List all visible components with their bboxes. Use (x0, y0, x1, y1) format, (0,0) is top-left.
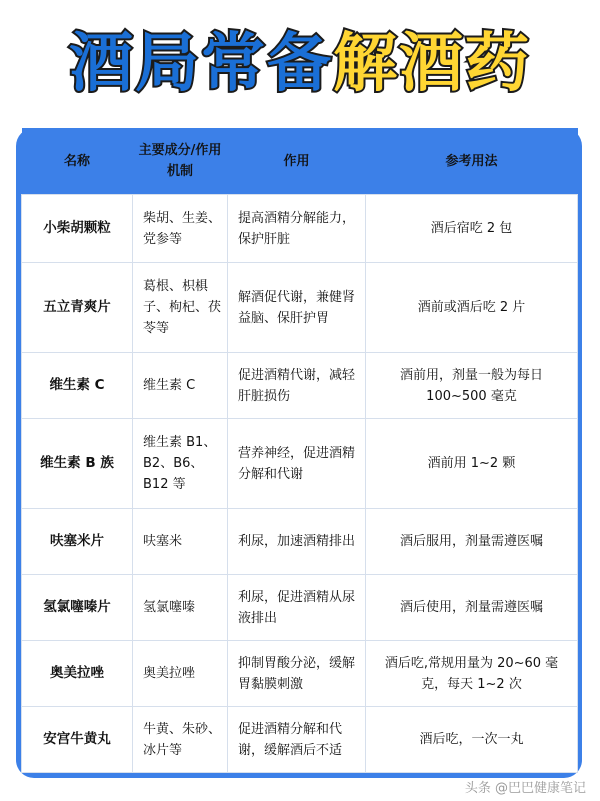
table-row (22, 707, 578, 773)
ingredients-cell: 柴胡、生姜、党参等 (133, 195, 228, 263)
function-cell: 促进酒精代谢，减轻肝脏损伤 (228, 353, 366, 419)
drug-name-cell: 小柴胡颗粒 (22, 195, 133, 263)
ingredients-cell: 呋塞米 (133, 509, 228, 575)
title-part-1: 酒局常备 (69, 27, 333, 101)
usage-cell: 酒后宿吃 2 包 (366, 195, 578, 263)
function-cell: 促进酒精分解和代谢，缓解酒后不适 (228, 707, 366, 773)
header-function: 作用 (228, 128, 366, 195)
title-part-2: 解酒药 (333, 27, 531, 101)
ingredients-cell: 奥美拉唑 (133, 641, 228, 707)
table-header-row (22, 128, 578, 195)
drug-name-cell: 氢氯噻嗪片 (22, 575, 133, 641)
table-row (22, 353, 578, 419)
drug-name-cell: 呋塞米片 (22, 509, 133, 575)
drug-name-cell: 五立青爽片 (22, 263, 133, 353)
header-name: 名称 (22, 128, 133, 195)
drug-name-cell: 奥美拉唑 (22, 641, 133, 707)
header-usage: 参考用法 (366, 128, 578, 195)
function-cell: 营养神经，促进酒精分解和代谢 (228, 419, 366, 509)
ingredients-cell: 牛黄、朱砂、冰片等 (133, 707, 228, 773)
function-cell: 提高酒精分解能力，保护肝脏 (228, 195, 366, 263)
table-row (22, 419, 578, 509)
ingredients-cell: 维生素 B1、B2、B6、B12 等 (133, 419, 228, 509)
table-wrapper (21, 128, 577, 772)
drug-name-cell: 安宫牛黄丸 (22, 707, 133, 773)
usage-cell: 酒前用 1~2 颗 (366, 419, 578, 509)
ingredients-cell: 葛根、枳椇子、枸杞、茯苓等 (133, 263, 228, 353)
usage-cell: 酒前用，剂量一般为每日 100~500 毫克 (366, 353, 578, 419)
ingredients-cell: 维生素 C (133, 353, 228, 419)
watermark: 头条 @巴巴健康笔记 (464, 781, 586, 796)
drug-name-cell: 维生素 B 族 (22, 419, 133, 509)
function-cell: 利尿，加速酒精排出 (228, 509, 366, 575)
drug-name-cell: 维生素 C (22, 353, 133, 419)
ingredients-cell: 氢氯噻嗪 (133, 575, 228, 641)
table-row (22, 195, 578, 263)
page-title (0, 18, 600, 110)
table-row (22, 509, 578, 575)
usage-cell: 酒后吃,常规用量为 20~60 毫克，每天 1~2 次 (366, 641, 578, 707)
remedy-table (21, 128, 578, 773)
usage-cell: 酒前或酒后吃 2 片 (366, 263, 578, 353)
usage-cell: 酒后使用，剂量需遵医嘱 (366, 575, 578, 641)
function-cell: 利尿，促进酒精从尿液排出 (228, 575, 366, 641)
function-cell: 抑制胃酸分泌，缓解胃黏膜刺激 (228, 641, 366, 707)
function-cell: 解酒促代谢，兼健肾益脑、保肝护胃 (228, 263, 366, 353)
usage-cell: 酒后服用，剂量需遵医嘱 (366, 509, 578, 575)
usage-cell: 酒后吃，一次一丸 (366, 707, 578, 773)
table-card (16, 128, 582, 778)
header-ingredients: 主要成分/作用机制 (133, 128, 228, 195)
table-row (22, 641, 578, 707)
table-row (22, 575, 578, 641)
table-row (22, 263, 578, 353)
